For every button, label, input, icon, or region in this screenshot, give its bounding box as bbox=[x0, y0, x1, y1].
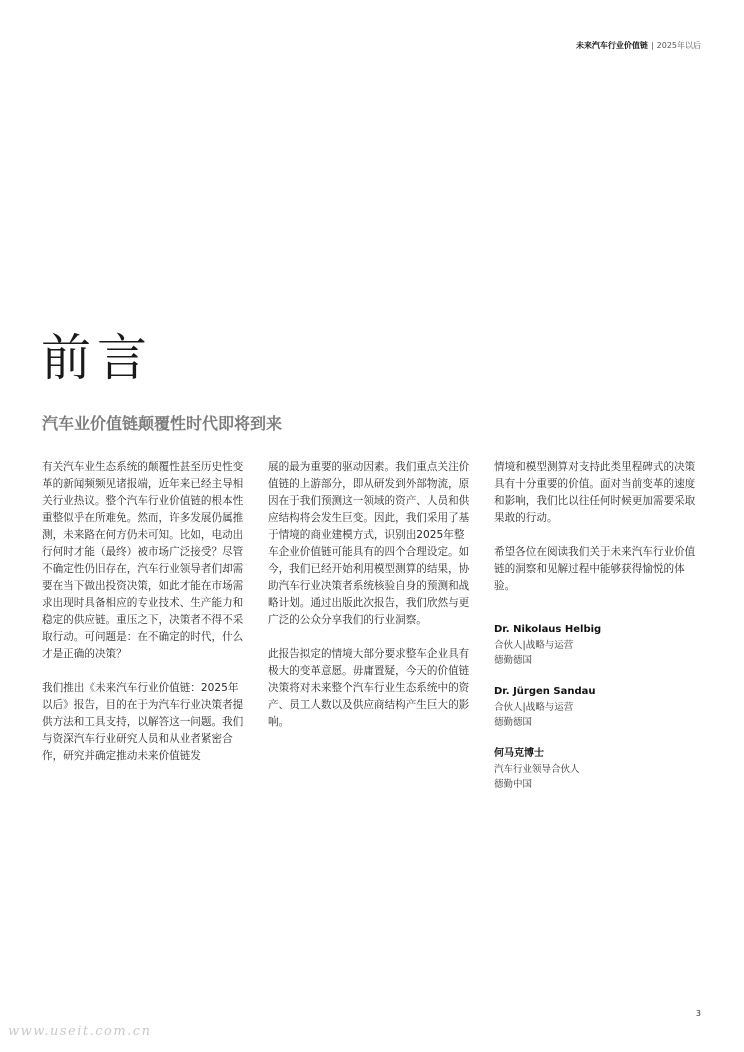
signature-name: Dr. Jürgen Sandau bbox=[494, 686, 596, 697]
page-number: 3 bbox=[695, 1009, 701, 1018]
signature-block bbox=[494, 622, 704, 792]
signature-org: 德勤德国 bbox=[494, 717, 533, 728]
page-subtitle: 汽车业价值链颠覆性时代即将到来 bbox=[42, 414, 283, 433]
signature-name: Dr. Nikolaus Helbig bbox=[494, 624, 602, 635]
running-header bbox=[576, 40, 701, 51]
signature-role: 合伙人|战略与运营 bbox=[494, 640, 574, 651]
header-subtitle: 2025年以后 bbox=[656, 41, 701, 50]
signature-org: 德勤德国 bbox=[494, 655, 533, 666]
paragraph: 希望各位在阅读我们关于未来汽车行业价值链的洞察和见解过程中能够获得愉悦的体验。 bbox=[494, 546, 696, 592]
text-column-3 bbox=[494, 459, 704, 808]
paragraph: 我们推出《未来汽车行业价值链：2025年以后》报告，目的在于为汽车行业决策者提供方法和工具支持，以解答这一问题。我们与资深汽车行业研究人员和从业者紧密合作，研究并确定推动未来价值链发 bbox=[42, 682, 244, 762]
signature bbox=[494, 746, 704, 792]
paragraph: 情境和模型测算对支持此类里程碑式的决策具有十分重要的价值。面对当前变革的速度和影响，我们比以往任何时候更加需要采取果敢的行动。 bbox=[494, 461, 696, 524]
text-column-1 bbox=[42, 459, 249, 782]
signature-name: 何马克博士 bbox=[494, 748, 544, 759]
signature bbox=[494, 684, 704, 730]
watermark: www.useit.com.cn bbox=[8, 1024, 152, 1039]
paragraph: 展的最为重要的驱动因素。我们重点关注价值链的上游部分，即从研发到外部物流，原因在于我们预测这一领域的资产、人员和供应结构将会发生巨变。因此，我们采用了基于情境的商业建模方式，识别出2025年整车企业价值链可能具有的四个合理设定。如今，我们已经开始利用模型测算的结果，协助汽车行业决策者系统核验自身的预测和战略计划。通过出版此次报告，我们欣然与更广泛的公众分享我们的行业洞察。 bbox=[268, 461, 470, 626]
header-title: 未来汽车行业价值链 bbox=[575, 41, 648, 50]
signature-role: 汽车行业领导合伙人 bbox=[494, 764, 580, 775]
paragraph: 有关汽车业生态系统的颠覆性甚至历史性变革的新闻频频见诸报端，近年来已经主导相关行业热议。整个汽车行业价值链的根本性重整似乎在所难免。然而，许多发展仍属推测，未来路在何方仍未可知。比如，电动出行何时才能（最终）被市场广泛接受？尽管不确定性仍旧存在，汽车行业领导者们却需要在当下做出投资决策，如此才能在市场需求出现时具备相应的专业技术、生产能力和稳定的供应链。重压之下，决策者不得不采取行动。可问题是：在不确定的时代，什么才是正确的决策？ bbox=[42, 461, 244, 660]
signature-role: 合伙人|战略与运营 bbox=[494, 702, 574, 713]
header-separator: | bbox=[650, 41, 654, 50]
text-column-2 bbox=[268, 459, 475, 748]
signature-org: 德勤中国 bbox=[494, 779, 533, 790]
paragraph: 此报告拟定的情境大部分要求整车企业具有极大的变革意愿。毋庸置疑，今天的价值链决策将对未来整个汽车行业生态系统中的资产、员工人数以及供应商结构产生巨大的影响。 bbox=[268, 648, 470, 728]
signature bbox=[494, 622, 704, 668]
page-title: 前言 bbox=[41, 329, 153, 387]
